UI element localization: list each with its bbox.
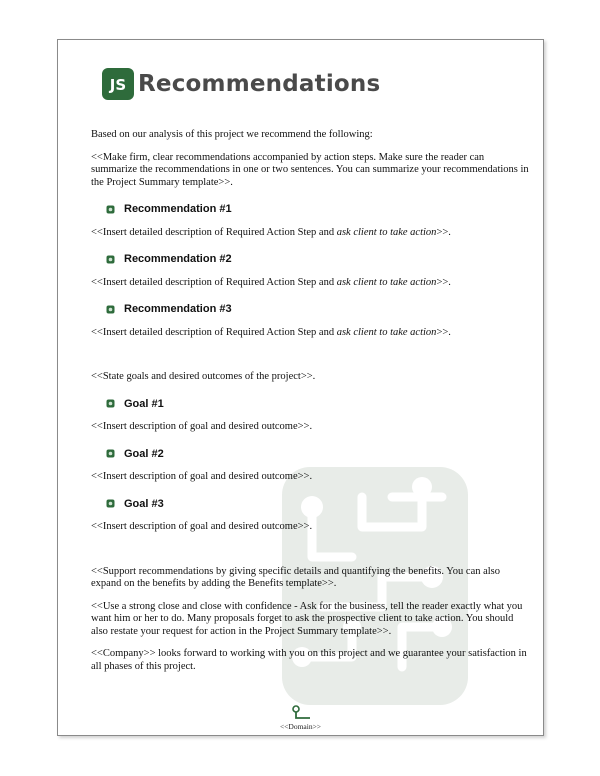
bullet-icon [106,305,115,314]
bullet-icon [106,499,115,508]
goal-description: <<Insert description of goal and desired outcome>>. [91,521,313,532]
recommendation-description: <<Insert detailed description of Required Action Step and ask client to take action>>. [91,276,451,288]
recommendation-heading [106,253,531,266]
goal-title: Goal #2 [124,447,164,460]
instructions-text: <<Make firm, clear recommendations accompanied by action steps. Make sure the reader can summarize the recommendations in one or two sentences. You can summarize your recommendations in the Project Summary template>>. [91,151,529,188]
recommendation-heading [106,303,531,316]
goal-heading [106,498,531,511]
bullet-icon [106,449,115,458]
logo-text: JS [109,76,127,94]
recommendations-list [91,203,531,339]
goal-title: Goal #3 [124,497,164,510]
goals-list [91,398,531,534]
recommendation-title: Recommendation #3 [124,303,232,315]
recommendation-title: Recommendation #2 [124,253,232,265]
bullet-icon [106,399,115,408]
closing-paragraph: <<Company>> looks forward to working with you on this project and we guarantee your satisfaction in all phases of this project. [91,648,527,672]
bullet-icon [106,255,115,264]
circuit-node-icon [290,705,312,721]
footer-domain: <<Domain>> [279,722,322,731]
goal-description: <<Insert description of goal and desired outcome>>. [91,421,313,432]
document-body [91,129,531,683]
recommendation-heading [106,203,531,216]
goals-intro-text: <<State goals and desired outcomes of the project>>. [91,371,316,382]
page-header [102,68,380,100]
page-title: Recommendations [138,71,381,97]
closing-paragraph: <<Support recommendations by giving specific details and quantifying the benefits. You can also expand on the benefits by adding the Benefits template>>. [91,565,501,589]
company-logo-icon [102,68,134,100]
page-footer [58,705,543,731]
recommendation-description: <<Insert detailed description of Required Action Step and ask client to take action>>. [91,226,451,238]
goal-description: <<Insert description of goal and desired outcome>>. [91,471,313,482]
intro-text: Based on our analysis of this project we recommend the following: [91,129,373,140]
bullet-icon [106,205,115,214]
recommendation-title: Recommendation #1 [124,203,232,215]
goal-heading [106,448,531,461]
goal-heading [106,398,531,411]
document-page [57,39,544,736]
goal-title: Goal #1 [124,397,164,410]
recommendation-description: <<Insert detailed description of Required Action Step and ask client to take action>>. [91,326,451,338]
closing-paragraph: <<Use a strong close and close with confidence - Ask for the business, tell the reader exactly what you want him or her to do. Many proposals forget to ask the prospective client to take action. You should also restate your request for action in the Project Summary template>>. [91,600,523,637]
